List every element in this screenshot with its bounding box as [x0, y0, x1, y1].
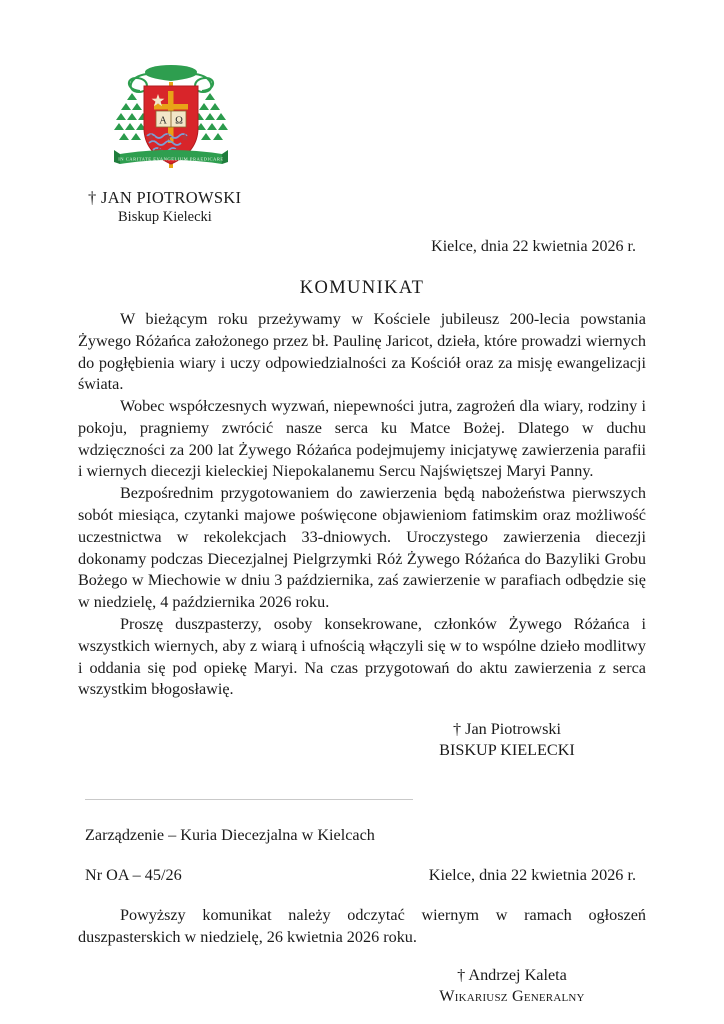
decree-section [78, 826, 646, 1007]
paragraph: Wobec współczesnych wyzwań, niepewności jutra, zagrożeń dla wiary, rodziny i pokoju, pragniemy zwrócić nasze serca ku Matce Bożej. Dlatego w duchu wdzięczności za 200 lat Żywego Różańca podejmujemy inicjatywę zawierzenia parafii i wiernych diecezji kieleckiej Niepokalanemu Sercu Najświętszej Maryi Panny. [78, 397, 646, 481]
letterhead [86, 0, 336, 226]
paragraph: Proszę duszpasterzy, osoby konsekrowane, członków Żywego Różańca i wszystkich wiernych, aby z wiarą i ufnością włączyli się w to wspólne dzieło modlitwy i oddania się pod opiekę Maryi. Na czas przygotowań do aktu zawierzenia z serca wszystkim błogosławię. [78, 614, 646, 699]
section-divider [85, 799, 413, 800]
paragraph: Bezpośrednim przygotowaniem do zawierzenia będą nabożeństwa pierwszych sobót miesiąca, czytanki majowe poświęcone objawieniom fatimskim oraz możliwość uczestnictwa w rekolekcjach 33-dniowych. Uroczystego zawierzenia diecezji dokonamy podczas Diecezjalnej Pielgrzymki Róż Żywego Różańca do Bazyliki Grobu Bożego w Miechowie w dniu 3 października, zaś zawierzenie w parafiach odbędzie się w niedzielę, 4 października 2026 roku. [78, 484, 646, 612]
bishop-name: † JAN PIOTROWSKI [88, 188, 242, 207]
signature-name: † Andrzej Kaleta [457, 965, 567, 984]
decree-meta-row [78, 866, 646, 885]
bishop-signature-block [78, 719, 646, 761]
svg-text:A: A [159, 115, 167, 127]
vicar-signature-block [78, 965, 646, 1007]
decree-title: Zarządzenie – Kuria Diecezjalna w Kielcach [85, 826, 375, 845]
document-body [78, 309, 646, 701]
paragraph: Powyższy komunikat należy odczytać wiernym w ramach ogłoszeń duszpasterskich w niedzielę, 26 kwietnia 2026 roku. [78, 906, 646, 946]
decree-place-and-date: Kielce, dnia 22 kwietnia 2026 r. [428, 866, 636, 885]
signature-name: † Jan Piotrowski [453, 720, 561, 739]
signature-role: BISKUP KIELECKI [439, 741, 575, 760]
paragraph: W bieżącym roku przeżywamy w Kościele jubileusz 200-lecia powstania Żywego Różańca założonego przez bł. Paulinę Jaricot, dzieła, które prowadzi wiernych do pogłębienia wiary i uczy odpowiedzialności za Kościół oraz za misję ewangelizacji świata. [78, 310, 646, 394]
signature-role: Wikariusz Generalny [439, 986, 585, 1005]
place-and-date: Kielce, dnia 22 kwietnia 2026 r. [431, 238, 636, 255]
decree-body [78, 905, 646, 949]
page-title: KOMUNIKAT [299, 278, 425, 298]
decree-number: Nr OA – 45/26 [85, 866, 182, 885]
bishop-title: Biskup Kielecki [118, 209, 212, 225]
bishop-coat-of-arms-icon [106, 58, 236, 178]
svg-text:Ω: Ω [175, 115, 183, 127]
crest-motto-text: IN CARITATE EVANGELIUM PRAEDICARE [118, 156, 224, 162]
